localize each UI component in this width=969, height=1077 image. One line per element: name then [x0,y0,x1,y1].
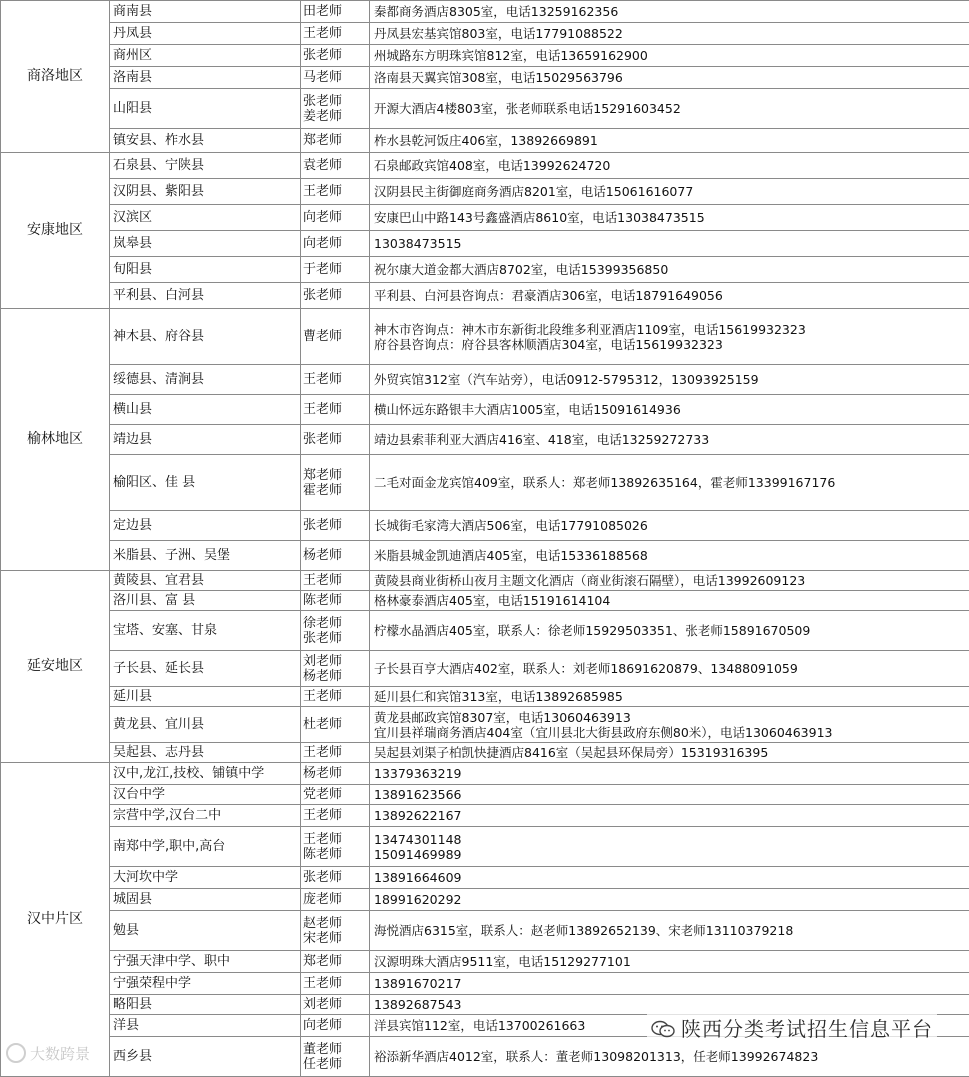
contact-info-cell [370,425,969,455]
contact-info-cell [370,805,969,827]
teacher-cell [301,995,370,1015]
teacher-cell [301,129,370,153]
county-cell: 西乡县 [110,1037,301,1077]
county-cell: 勉县 [110,911,301,951]
teacher-name: 张老师 [303,518,365,533]
contact-info-cell [370,395,969,425]
contact-info-line: 黄陵县商业街桥山夜月主题文化酒店（商业街滚石隔壁），电话13992609123 [374,573,965,588]
table-row [1,707,969,743]
contact-info-cell [370,951,969,973]
contact-info-line: 神木市咨询点：神木市东新街北段维多利亚酒店1109室，电话15619932323 [374,322,965,337]
teacher-cell [301,651,370,687]
county-cell: 略阳县 [110,995,301,1015]
table-row [1,541,969,571]
teacher-name: 张老师 [303,631,365,646]
table-row [1,231,969,257]
teacher-name: 张老师 [303,432,365,447]
teacher-cell [301,205,370,231]
contact-info-cell [370,365,969,395]
table-row [1,911,969,951]
county-cell: 黄龙县、宜川县 [110,707,301,743]
contact-info-cell [370,785,969,805]
contact-info-cell [370,205,969,231]
contact-info-line: 柞水县乾河饭庄406室，13892669891 [374,133,965,148]
teacher-name: 杨老师 [303,669,365,684]
contact-info-line: 18991620292 [374,892,965,907]
table-row [1,89,969,129]
county-cell: 洛南县 [110,67,301,89]
table-row [1,889,969,911]
table-row [1,973,969,995]
contact-info-cell [370,651,969,687]
teacher-cell [301,153,370,179]
contact-info-line: 府谷县咨询点：府谷县客林顺酒店304室，电话15619932323 [374,337,965,352]
county-cell: 子长县、延长县 [110,651,301,687]
teacher-cell [301,827,370,867]
table-row [1,687,969,707]
teacher-cell [301,257,370,283]
contact-info-cell [370,23,969,45]
county-cell: 绥德县、清涧县 [110,365,301,395]
table-row [1,611,969,651]
contact-info-line: 延川县仁和宾馆313室，电话13892685985 [374,689,965,704]
teacher-name: 张老师 [303,94,365,109]
table-row [1,827,969,867]
table-row [1,67,969,89]
table-row [1,951,969,973]
contact-info-cell [370,1037,969,1077]
teacher-name: 马老师 [303,70,365,85]
county-cell: 延川县 [110,687,301,707]
county-cell: 榆阳区、佳 县 [110,455,301,511]
table-row [1,129,969,153]
teacher-name: 王老师 [303,745,365,760]
county-cell: 宁强天津中学、职中 [110,951,301,973]
county-cell: 宁强荣程中学 [110,973,301,995]
contact-info-cell [370,541,969,571]
contact-info-line: 宜川县祥瑞商务酒店404室（宜川县北大街县政府东侧80米），电话13060463913 [374,725,965,740]
corner-logo [6,1043,90,1064]
watermark-text: 陕西分类考试招生信息平台 [681,1017,933,1041]
teacher-cell [301,951,370,973]
teacher-name: 郑老师 [303,133,365,148]
teacher-name: 曹老师 [303,329,365,344]
contact-info-cell [370,511,969,541]
contact-info-cell [370,257,969,283]
teacher-cell [301,571,370,591]
contact-info-line: 子长县百亨大酒店402室，联系人：刘老师18691620879、13488091059 [374,661,965,676]
table-row [1,179,969,205]
teacher-name: 赵老师 [303,916,365,931]
county-cell: 宗营中学,汉台二中 [110,805,301,827]
table-row [1,283,969,309]
contact-info-cell [370,129,969,153]
county-cell: 汉中,龙江,技校、铺镇中学 [110,763,301,785]
contact-info-cell [370,283,969,309]
teacher-cell [301,743,370,763]
region-name: 汉中片区 [1,763,110,1077]
teacher-cell [301,179,370,205]
table-row [1,867,969,889]
contact-info-cell [370,707,969,743]
teacher-cell [301,365,370,395]
contact-info-line: 13891623566 [374,787,965,802]
teacher-cell [301,23,370,45]
teacher-cell [301,867,370,889]
contact-info-line: 吴起县刘渠子柏凯快捷酒店8416室（吴起县环保局旁）15319316395 [374,745,965,760]
teacher-name: 刘老师 [303,997,365,1012]
contact-info-cell [370,179,969,205]
teacher-name: 王老师 [303,573,365,588]
contact-info-line: 13379363219 [374,766,965,781]
contact-info-cell [370,611,969,651]
table-row [1,651,969,687]
teacher-cell [301,455,370,511]
contact-info-line: 汉源明珠大酒店9511室，电话15129277101 [374,954,965,969]
contact-info-line: 石泉邮政宾馆408室，电话13992624720 [374,158,965,173]
teacher-cell [301,1015,370,1037]
teacher-name: 王老师 [303,808,365,823]
county-cell: 汉滨区 [110,205,301,231]
teacher-cell [301,309,370,365]
county-cell: 神木县、府谷县 [110,309,301,365]
contact-info-line: 安康巴山中路143号鑫盛酒店8610室，电话13038473515 [374,210,965,225]
contact-info-cell [370,153,969,179]
contact-info-cell [370,89,969,129]
teacher-name: 袁老师 [303,158,365,173]
county-cell: 镇安县、柞水县 [110,129,301,153]
contact-info-line: 长城街毛家湾大酒店506室，电话17791085026 [374,518,965,533]
county-cell: 米脂县、子洲、吴堡 [110,541,301,571]
contact-info-line: 15091469989 [374,847,965,862]
teacher-name: 姜老师 [303,109,365,124]
table-row [1,743,969,763]
teacher-name: 郑老师 [303,468,365,483]
teacher-name: 宋老师 [303,931,365,946]
wechat-watermark [647,1013,937,1042]
county-cell: 汉台中学 [110,785,301,805]
teacher-name: 王老师 [303,689,365,704]
table-row [1,591,969,611]
teacher-cell [301,911,370,951]
teacher-name: 张老师 [303,288,365,303]
contact-info-line: 洛南县天翼宾馆308室，电话15029563796 [374,70,965,85]
contact-info-cell [370,231,969,257]
teacher-cell [301,89,370,129]
teacher-cell [301,45,370,67]
county-cell: 山阳县 [110,89,301,129]
teacher-name: 党老师 [303,787,365,802]
contact-info-line: 洋县宾馆112室，电话13700261663 [374,1018,965,1033]
teacher-cell [301,591,370,611]
county-cell: 石泉县、宁陕县 [110,153,301,179]
table-row [1,309,969,365]
county-cell: 商州区 [110,45,301,67]
teacher-name: 杜老师 [303,717,365,732]
teacher-cell [301,395,370,425]
contact-info-cell [370,309,969,365]
teacher-name: 田老师 [303,4,365,19]
region-name: 商洛地区 [1,1,110,153]
contact-info-line: 13891670217 [374,976,965,991]
contact-info-cell [370,867,969,889]
contact-info-line: 秦都商务酒店8305室，电话13259162356 [374,4,965,19]
contact-info-cell [370,67,969,89]
teacher-cell [301,611,370,651]
contact-info-line: 开源大酒店4楼803室，张老师联系电话15291603452 [374,101,965,116]
contact-info-cell [370,973,969,995]
contact-info-line: 13474301148 [374,832,965,847]
table-row [1,153,969,179]
contact-info-line: 横山怀远东路银丰大酒店1005室，电话15091614936 [374,402,965,417]
table-row [1,763,969,785]
contact-info-line: 靖边县索菲利亚大酒店416室、418室，电话13259272733 [374,432,965,447]
county-cell: 南郑中学,职中,高台 [110,827,301,867]
teacher-name: 任老师 [303,1057,365,1072]
contact-info-line: 平利县、白河县咨询点：君豪酒店306室，电话18791649056 [374,288,965,303]
region-name: 安康地区 [1,153,110,309]
teacher-name: 徐老师 [303,616,365,631]
table-row [1,395,969,425]
teacher-cell [301,785,370,805]
county-cell: 大河坎中学 [110,867,301,889]
contact-info-cell [370,911,969,951]
contact-info-line: 柠檬水晶酒店405室，联系人：徐老师15929503351、张老师15891670509 [374,623,965,638]
contact-info-line: 州城路东方明珠宾馆812室，电话13659162900 [374,48,965,63]
contact-info-line: 海悦酒店6315室，联系人：赵老师13892652139、宋老师13110379218 [374,923,965,938]
contact-info-line: 13891664609 [374,870,965,885]
teacher-cell [301,425,370,455]
contact-info-line: 米脂县城金凯迪酒店405室，电话15336188568 [374,548,965,563]
county-cell: 横山县 [110,395,301,425]
teacher-cell [301,707,370,743]
table-row [1,365,969,395]
teacher-name: 王老师 [303,976,365,991]
table-row [1,571,969,591]
teacher-name: 郑老师 [303,954,365,969]
teacher-cell [301,763,370,785]
county-cell: 洛川县、富 县 [110,591,301,611]
contact-info-cell [370,889,969,911]
teacher-cell [301,1037,370,1077]
logo-circle-icon [6,1043,26,1063]
region-name: 榆林地区 [1,309,110,571]
county-cell: 丹凤县 [110,23,301,45]
contact-info-line: 外贸宾馆312室（汽车站旁），电话0912-5795312，13093925159 [374,372,965,387]
teacher-cell [301,511,370,541]
contact-info-cell [370,591,969,611]
contact-info-line: 13892687543 [374,997,965,1012]
table-row [1,257,969,283]
county-cell: 平利县、白河县 [110,283,301,309]
teacher-name: 王老师 [303,184,365,199]
teacher-name: 张老师 [303,48,365,63]
contact-info-line: 祝尔康大道金都大酒店8702室，电话15399356850 [374,262,965,277]
county-cell: 商南县 [110,1,301,23]
county-cell: 旬阳县 [110,257,301,283]
teacher-name: 王老师 [303,372,365,387]
contact-info-cell [370,455,969,511]
wechat-icon [651,1020,675,1038]
contact-info-line: 13892622167 [374,808,965,823]
contact-info-line: 黄龙县邮政宾馆8307室，电话13060463913 [374,710,965,725]
teacher-name: 杨老师 [303,766,365,781]
table-row [1,455,969,511]
contact-info-cell [370,827,969,867]
contact-info-line: 丹凤县宏基宾馆803室，电话17791088522 [374,26,965,41]
contact-info-cell [370,743,969,763]
county-cell: 黄陵县、宜君县 [110,571,301,591]
region-name: 延安地区 [1,571,110,763]
teacher-cell [301,541,370,571]
teacher-cell [301,283,370,309]
teacher-name: 向老师 [303,236,365,251]
contact-info-line: 二毛对面金龙宾馆409室，联系人：郑老师13892635164，霍老师13399167176 [374,475,965,490]
contact-info-line: 13038473515 [374,236,965,251]
teacher-name: 王老师 [303,26,365,41]
county-cell: 宝塔、安塞、甘泉 [110,611,301,651]
contact-info-cell [370,995,969,1015]
contact-info-cell [370,687,969,707]
county-cell: 岚皋县 [110,231,301,257]
table-row [1,1037,969,1077]
contact-info-line: 裕添新华酒店4012室，联系人：董老师13098201313，任老师13992674823 [374,1049,965,1064]
teacher-name: 霍老师 [303,483,365,498]
table-row [1,785,969,805]
teacher-name: 董老师 [303,1042,365,1057]
table-row [1,995,969,1015]
teacher-name: 杨老师 [303,548,365,563]
teacher-name: 王老师 [303,832,365,847]
teacher-name: 刘老师 [303,654,365,669]
teacher-name: 向老师 [303,1018,365,1033]
county-cell: 吴起县、志丹县 [110,743,301,763]
teacher-name: 于老师 [303,262,365,277]
teacher-cell [301,687,370,707]
county-cell: 靖边县 [110,425,301,455]
table-row [1,425,969,455]
contact-info-cell [370,1,969,23]
teacher-name: 庞老师 [303,892,365,907]
teacher-name: 陈老师 [303,593,365,608]
contact-table-body [1,1,969,1077]
corner-logo-text: 大数跨景 [30,1045,90,1063]
contact-info-cell [370,45,969,67]
contact-info-line: 格林豪泰酒店405室，电话15191614104 [374,593,965,608]
county-cell: 城固县 [110,889,301,911]
contact-info-line: 汉阴县民主街御庭商务酒店8201室，电话15061616077 [374,184,965,199]
contact-info-cell [370,763,969,785]
teacher-cell [301,889,370,911]
county-cell: 洋县 [110,1015,301,1037]
teacher-name: 陈老师 [303,847,365,862]
county-cell: 汉阴县、紫阳县 [110,179,301,205]
county-cell: 定边县 [110,511,301,541]
table-row [1,1,969,23]
table-row [1,805,969,827]
teacher-cell [301,973,370,995]
teacher-name: 张老师 [303,870,365,885]
teacher-cell [301,67,370,89]
table-row [1,511,969,541]
teacher-cell [301,231,370,257]
teacher-name: 向老师 [303,210,365,225]
table-row [1,205,969,231]
teacher-cell [301,805,370,827]
table-row [1,45,969,67]
contact-info-cell [370,571,969,591]
teacher-name: 王老师 [303,402,365,417]
teacher-cell [301,1,370,23]
table-row [1,23,969,45]
